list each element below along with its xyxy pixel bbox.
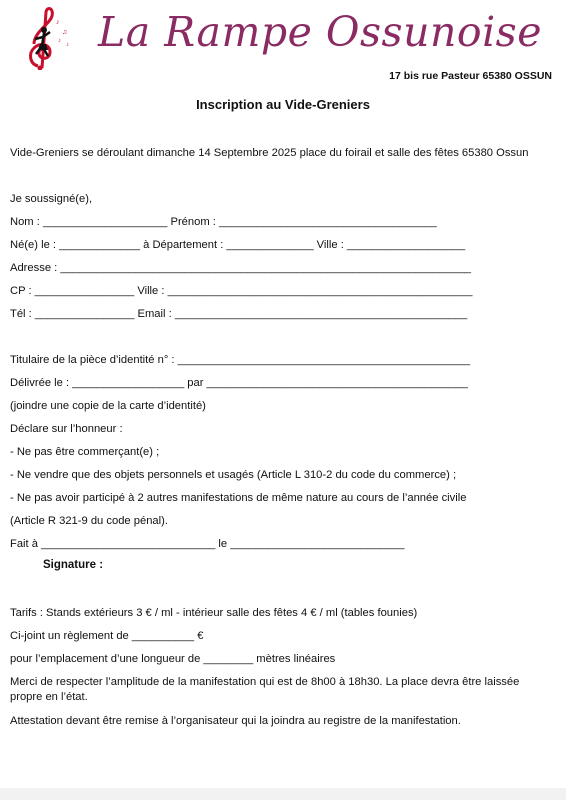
signature-label: Signature :	[43, 559, 104, 571]
declaration-item: - Ne pas avoir participé à 2 autres manifestations de même nature au cours de l’année civile	[10, 492, 467, 504]
svg-text:♪: ♪	[58, 38, 61, 44]
event-intro: Vide-Greniers se déroulant dimanche 14 Septembre 2025 place du foirail et salle des fêtes 65380 Ossun	[10, 147, 529, 159]
svg-text:♫: ♫	[62, 29, 68, 36]
page-bottom-edge	[0, 788, 566, 800]
id-copy-note: (joindre une copie de la carte d’identité)	[10, 400, 206, 412]
declaration-item-continued: (Article R 321-9 du code pénal).	[10, 515, 168, 527]
emplacement-field: pour l’emplacement d’une longueur de ________ mètres linéaires	[10, 653, 336, 665]
fait-a-field: Fait à ____________________________ le ____________________________	[10, 538, 405, 550]
reglement-field: Ci-joint un règlement de __________ €	[10, 630, 204, 642]
tarifs-text: Tarifs : Stands extérieurs 3 € / ml - intérieur salle des fêtes 4 € / ml (tables founies)	[10, 607, 418, 619]
declaration-item: - Ne pas être commerçant(e) ;	[10, 446, 160, 458]
org-address: 17 bis rue Pasteur 65380 OSSUN	[389, 70, 552, 82]
adresse-field: Adresse : __________________________________________________________________	[10, 262, 472, 274]
declaration-label: Déclare sur l’honneur :	[10, 423, 123, 435]
treble-clef-dancer-logo	[20, 6, 76, 70]
form-heading: Inscription au Vide-Greniers	[196, 97, 370, 112]
merci-text: Merci de respecter l’amplitude de la manifestation qui est de 8h00 à 18h30. La place devra être laissée propre en l’état.	[10, 676, 520, 703]
svg-text:♪: ♪	[56, 19, 60, 26]
naissance-field: Né(e) le : _____________ à Département : ______________ Ville : ___________________	[10, 239, 466, 251]
id-issued-field: Délivrée le : __________________ par __________________________________________	[10, 377, 468, 389]
tel-email-field: Tél : ________________ Email : _______________________________________________	[10, 308, 468, 320]
nom-prenom-field: Nom : ____________________ Prénom : ___________________________________	[10, 216, 437, 228]
attestation-text: Attestation devant être remise à l’organisateur qui la joindra au registre de la manifestation.	[10, 715, 461, 727]
cp-ville-field: CP : ________________ Ville : _________________________________________________	[10, 285, 473, 297]
id-number-field: Titulaire de la pièce d’identité n° : _______________________________________________	[10, 354, 471, 366]
soussigne-label: Je soussigné(e),	[10, 193, 93, 205]
declaration-item: - Ne vendre que des objets personnels et usagés (Article L 310-2 du code du commerce) ;	[10, 469, 457, 481]
org-title: La Rampe Ossunoise	[98, 8, 542, 56]
svg-text:♪: ♪	[66, 42, 69, 48]
